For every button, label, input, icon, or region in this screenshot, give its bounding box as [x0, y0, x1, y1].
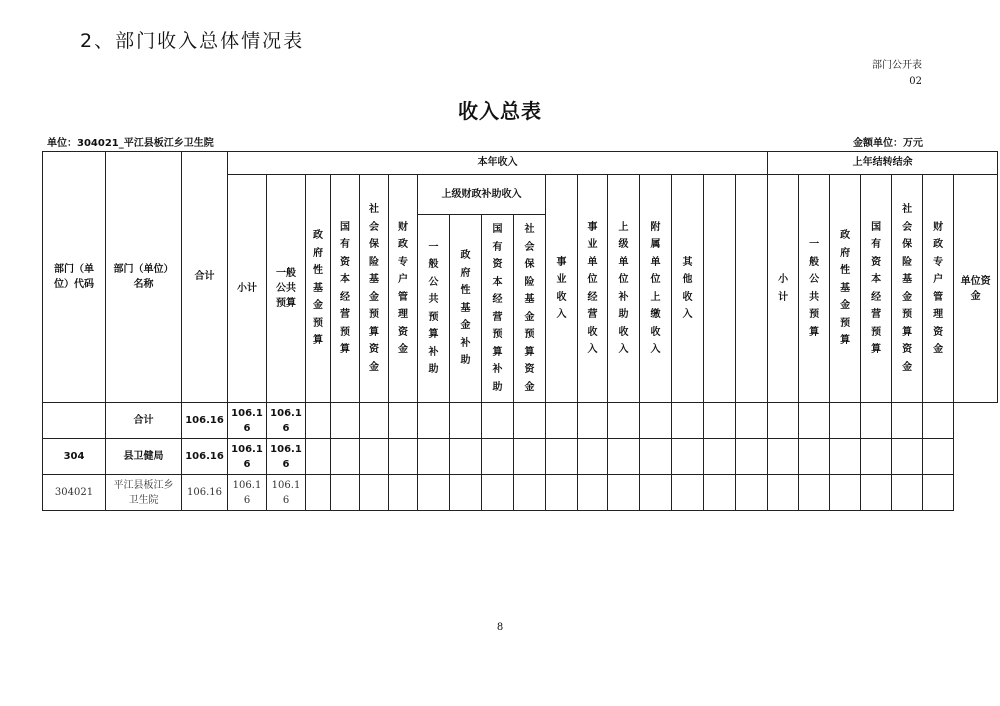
- header-last-year-carryover: 上年结转结余: [768, 152, 998, 175]
- amount-unit-label: 金额单位：万元: [853, 138, 923, 149]
- header-cy-blank-2: [736, 175, 768, 403]
- cell-total: 106.16: [182, 475, 228, 511]
- header-sup-social-insurance: 社会保险基金预算资金: [514, 215, 546, 403]
- cell-total: 106.16: [182, 439, 228, 475]
- header-total: 合计: [182, 152, 228, 403]
- cell-general-budget: 106.16: [267, 439, 306, 475]
- header-cy-fiscal-special: 财政专户管理资金: [389, 175, 418, 403]
- header-sup-state-capital: 国有资本经营预算补助: [482, 215, 514, 403]
- header-superior-subsidy-group: 上级财政补助收入: [418, 175, 546, 215]
- document-label: 部门公开表: [872, 60, 922, 71]
- header-cy-other: 其他收入: [672, 175, 704, 403]
- header-ly-social-insurance: 社会保险基金预算资金: [892, 175, 923, 403]
- header-ly-subtotal: 小计: [768, 175, 799, 403]
- cell-general-budget: 106.16: [267, 475, 306, 511]
- header-sup-general: 一般公共预算补助: [418, 215, 450, 403]
- header-cy-gov-fund: 政府性基金预算: [306, 175, 331, 403]
- header-cy-general-budget: 一般公共预算: [267, 175, 306, 403]
- header-cy-affiliated-payment: 附属单位上缴收入: [640, 175, 672, 403]
- header-ly-general-budget: 一般公共预算: [799, 175, 830, 403]
- section-title: 2、部门收入总体情况表: [80, 30, 305, 52]
- header-ly-unit-funds: 单位资金: [954, 175, 998, 403]
- header-sup-gov-fund: 政府性基金补助: [450, 215, 482, 403]
- header-current-year-income: 本年收入: [228, 152, 768, 175]
- table-row: [43, 439, 998, 475]
- cell-code: [43, 403, 106, 439]
- header-ly-gov-fund: 政府性基金预算: [830, 175, 861, 403]
- header-dept-code: 部门（单位）代码: [43, 152, 106, 403]
- cell-subtotal: 106.16: [228, 475, 267, 511]
- cell-code: 304: [43, 439, 106, 475]
- header-cy-business-operating: 事业单位经营收入: [578, 175, 608, 403]
- header-cy-blank-1: [704, 175, 736, 403]
- cell-total: 106.16: [182, 403, 228, 439]
- header-ly-state-capital: 国有资本经营预算: [861, 175, 892, 403]
- cell-general-budget: 106.16: [267, 403, 306, 439]
- cell-name: 合计: [106, 403, 182, 439]
- header-cy-subtotal: 小计: [228, 175, 267, 403]
- header-cy-superior-unit-subsidy: 上级单位补助收入: [608, 175, 640, 403]
- income-summary-table: [42, 151, 998, 511]
- table-title: 收入总表: [458, 99, 542, 123]
- document-number: 02: [909, 76, 922, 87]
- header-ly-fiscal-special: 财政专户管理资金: [923, 175, 954, 403]
- header-cy-state-capital: 国有资本经营预算: [331, 175, 360, 403]
- table-row: [43, 475, 998, 511]
- cell-code: 304021: [43, 475, 106, 511]
- header-cy-social-insurance: 社会保险基金预算资金: [360, 175, 389, 403]
- cell-subtotal: 106.16: [228, 439, 267, 475]
- cell-name: 县卫健局: [106, 439, 182, 475]
- cell-subtotal: 106.16: [228, 403, 267, 439]
- header-dept-name: 部门（单位）名称: [106, 152, 182, 403]
- cell-name: 平江县板江乡卫生院: [106, 475, 182, 511]
- table-row: [43, 403, 998, 439]
- page-number: 8: [496, 622, 504, 633]
- header-cy-business: 事业收入: [546, 175, 578, 403]
- unit-label: 单位：304021_平江县板江乡卫生院: [47, 138, 214, 149]
